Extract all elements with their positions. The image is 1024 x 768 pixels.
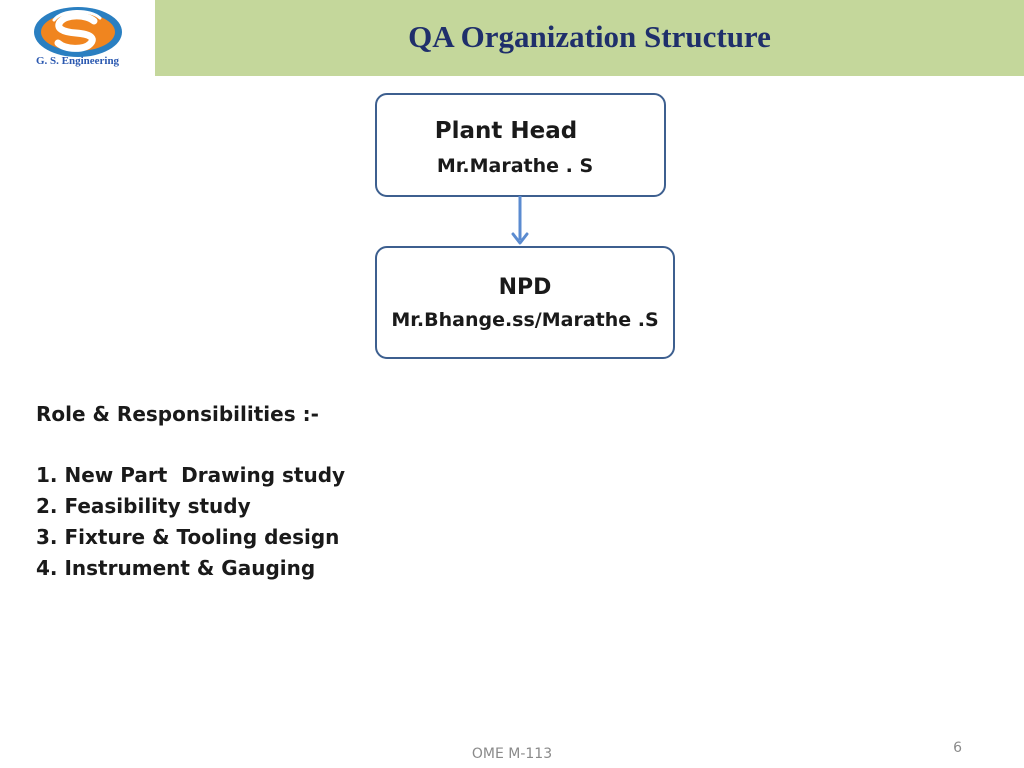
npd-box xyxy=(375,246,675,359)
responsibilities-section xyxy=(36,400,345,584)
logo-text: G. S. Engineering xyxy=(35,55,120,67)
plant-head-box xyxy=(375,93,666,197)
list-item: 2. Feasibility study xyxy=(36,494,251,518)
list-item: 3. Fixture & Tooling design xyxy=(36,525,340,549)
page-title: QA Organization Structure xyxy=(408,19,771,54)
footer-doc-ref: OME M-113 xyxy=(471,746,553,762)
logo xyxy=(0,0,155,76)
responsibilities-list xyxy=(36,460,345,584)
company-logo-icon xyxy=(30,4,126,60)
plant-head-role: Plant Head xyxy=(434,118,578,144)
list-item: 4. Instrument & Gauging xyxy=(36,556,316,580)
npd-person: Mr.Bhange.ss/Marathe .S xyxy=(391,309,659,331)
page-number: 6 xyxy=(953,740,962,756)
plant-head-person: Mr.Marathe . S xyxy=(436,155,594,177)
list-item: 1. New Part Drawing study xyxy=(36,463,346,487)
down-arrow-icon xyxy=(510,196,530,248)
responsibilities-heading: Role & Responsibilities :- xyxy=(36,402,319,426)
npd-role: NPD xyxy=(498,275,552,300)
